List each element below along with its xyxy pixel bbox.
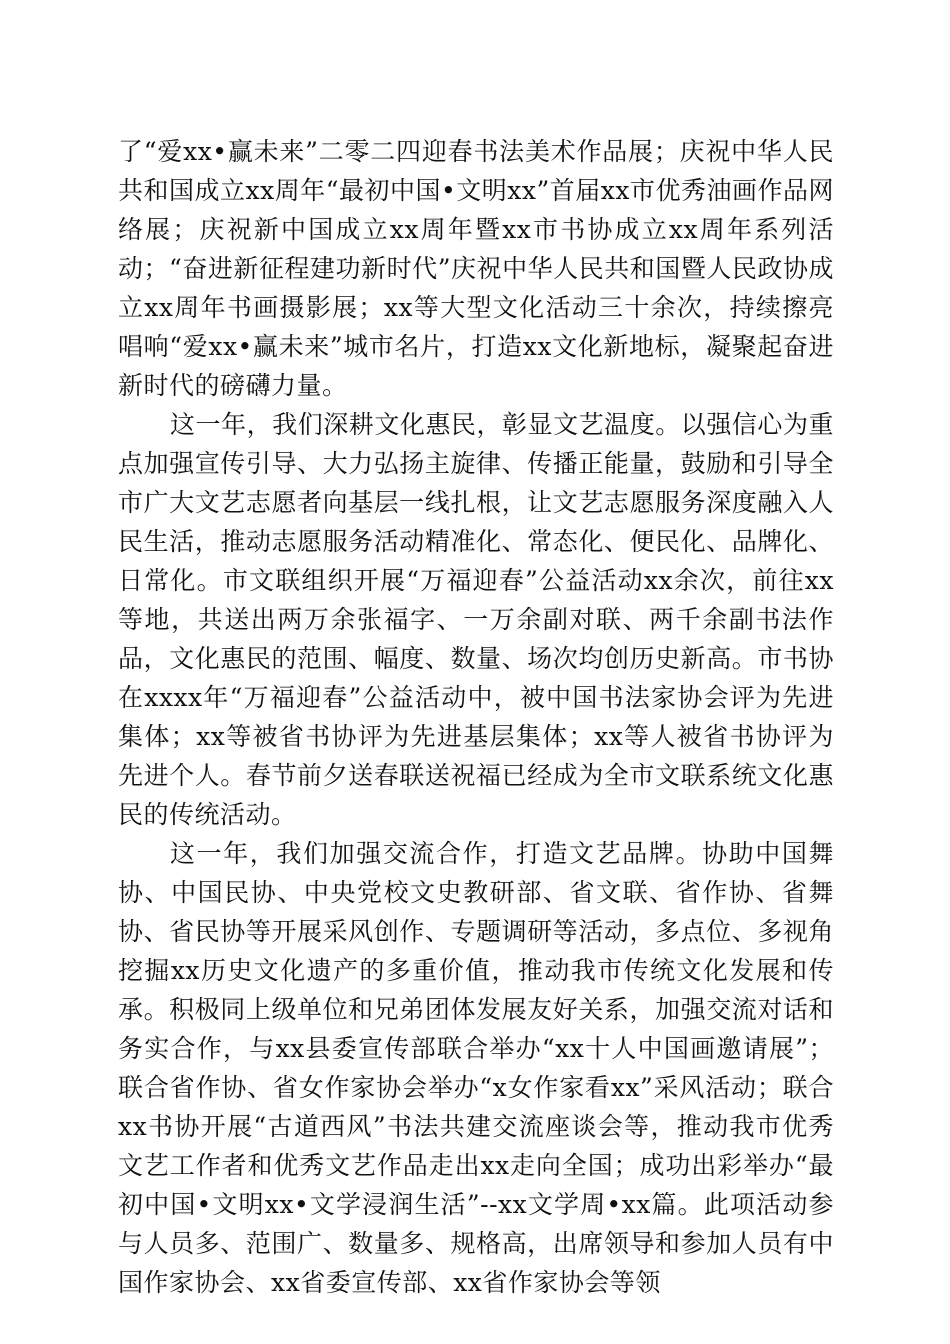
document-page: [118, 132, 834, 1297]
paragraph-exchange-cooperation: 这一年，我们加强交流合作，打造文艺品牌。协助中国舞协、中国民协、中央党校文史教研部、省文联、省作协、省舞协、省民协等开展采风创作、专题调研等活动，多点位、多视角挖掘xx历史文化遗产的多重价值，推动我市传统文化发展和传承。积极同上级单位和兄弟团体发展友好关系，加强交流对话和务实合作，与xx县委宣传部联合举办“xx十人中国画邀请展”；联合省作协、省女作家协会举办“x女作家看xx”采风活动；联合xx书协开展“古道西风”书法共建交流座谈会等，推动我市优秀文艺工作者和优秀文艺作品走出xx走向全国；成功出彩举办“最初中国•文明xx•文学浸润生活”--xx文学周•xx篇。此项活动参与人员多、范围广、数量多、规格高，出席领导和参加人员有中国作家协会、xx省委宣传部、xx省作家协会等领: [118, 839, 834, 1297]
paragraph-continuation: 了“爱xx•赢未来”二零二四迎春书法美术作品展；庆祝中华人民共和国成立xx周年“最初中国•文明xx”首届xx市优秀油画作品网络展；庆祝新中国成立xx周年暨xx市书协成立xx周年系列活动；“奋进新征程建功新时代”庆祝中华人民共和国暨人民政协成立xx周年书画摄影展；xx等大型文化活动三十余次，持续擦亮唱响“爱xx•赢未来”城市名片，打造xx文化新地标，凝聚起奋进新时代的磅礴力量。: [118, 137, 834, 400]
paragraph-cultural-benefit: 这一年，我们深耕文化惠民，彰显文艺温度。以强信心为重点加强宣传引导、大力弘扬主旋律、传播正能量，鼓励和引导全市广大文艺志愿者向基层一线扎根，让文艺志愿服务深度融入人民生活，推动志愿服务活动精准化、常态化、便民化、品牌化、日常化。市文联组织开展“万福迎春”公益活动xx余次，前往xx等地，共送出两万余张福字、一万余副对联、两千余副书法作品，文化惠民的范围、幅度、数量、场次均创历史新高。市书协在xxxx年“万福迎春”公益活动中，被中国书法家协会评为先进集体；xx等被省书协评为先进基层集体；xx等人被省书协评为先进个人。春节前夕送春联送祝福已经成为全市文联系统文化惠民的传统活动。: [118, 410, 834, 829]
